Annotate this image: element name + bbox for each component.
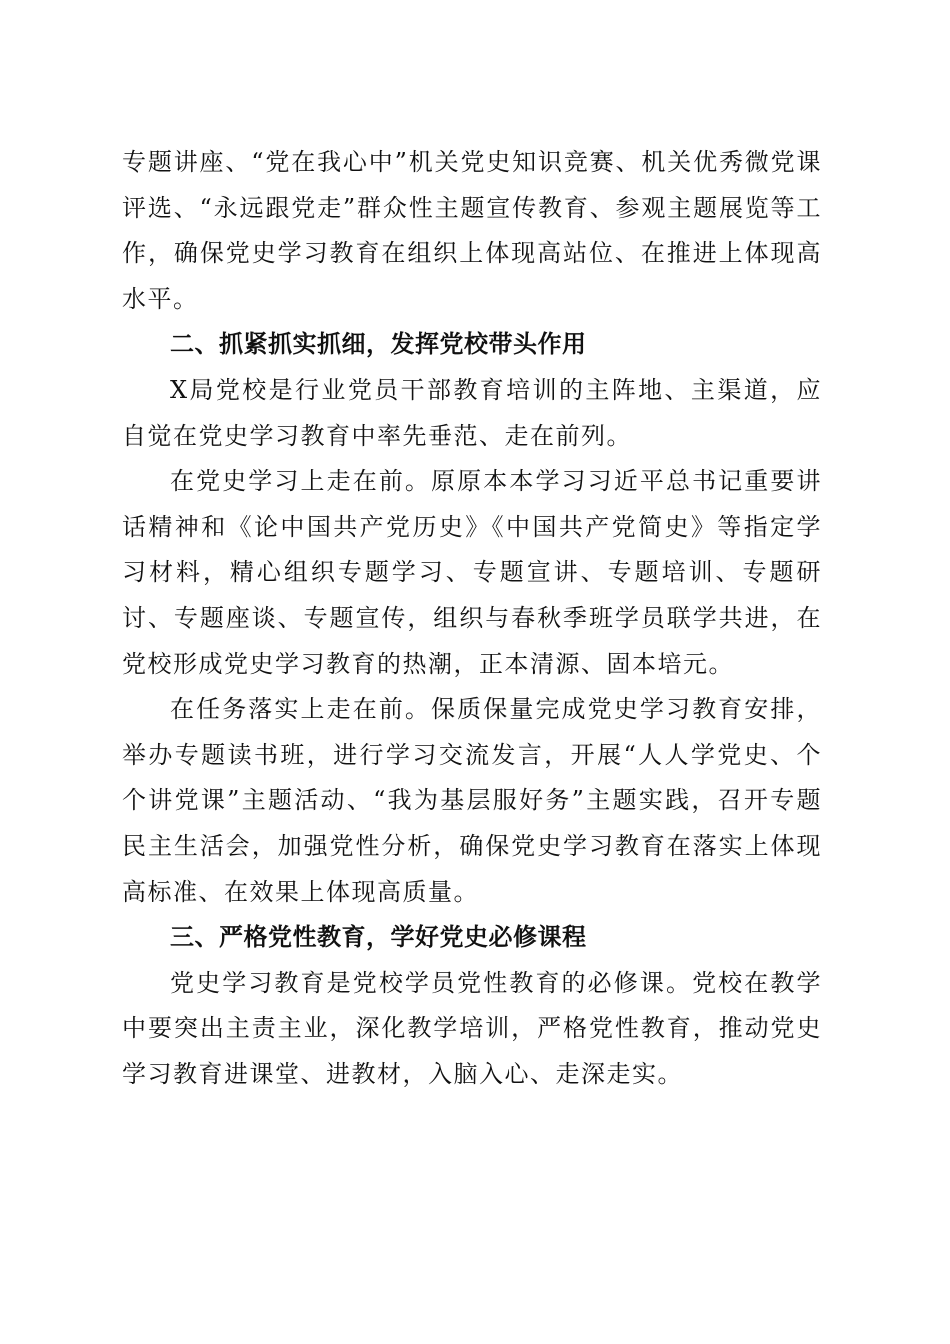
paragraph-continued: 专题讲座、“党在我心中”机关党史知识竞赛、机关优秀微党课评选、“永远跟党走”群众性主题宣传教育、参观主题展览等工作，确保党史学习教育在组织上体现高站位、在推进上体现高水平。 (122, 148, 822, 313)
section-heading-3: 三、严格党性教育，学好党史必修课程 (170, 923, 587, 952)
paragraph: X局党校是行业党员干部教育培训的主阵地、主渠道，应自觉在党史学习教育中率先垂范、走在前列。 (122, 375, 822, 450)
document-body (122, 140, 822, 1097)
paragraph: 在党史学习上走在前。原原本本学习习近平总书记重要讲话精神和《论中国共产党历史》《中国共产党简史》等指定学习材料，精心组织专题学习、专题宣讲、专题培训、专题研讨、专题座谈、专题宣传，组织与春秋季班学员联学共进，在党校形成党史学习教育的热潮，正本清源、固本培元。 (122, 467, 822, 678)
paragraph: 党史学习教育是党校学员党性教育的必修课。党校在教学中要突出主责主业，深化教学培训，严格党性教育，推动党史学习教育进课堂、进教材，入脑入心、走深走实。 (122, 968, 822, 1088)
paragraph: 在任务落实上走在前。保质保量完成党史学习教育安排，举办专题读书班，进行学习交流发言，开展“人人学党史、个个讲党课”主题活动、“我为基层服好务”主题实践，召开专题民主生活会，加强党性分析，确保党史学习教育在落实上体现高标准、在效果上体现高质量。 (122, 695, 822, 906)
section-heading-2: 二、抓紧抓实抓细，发挥党校带头作用 (170, 330, 587, 359)
